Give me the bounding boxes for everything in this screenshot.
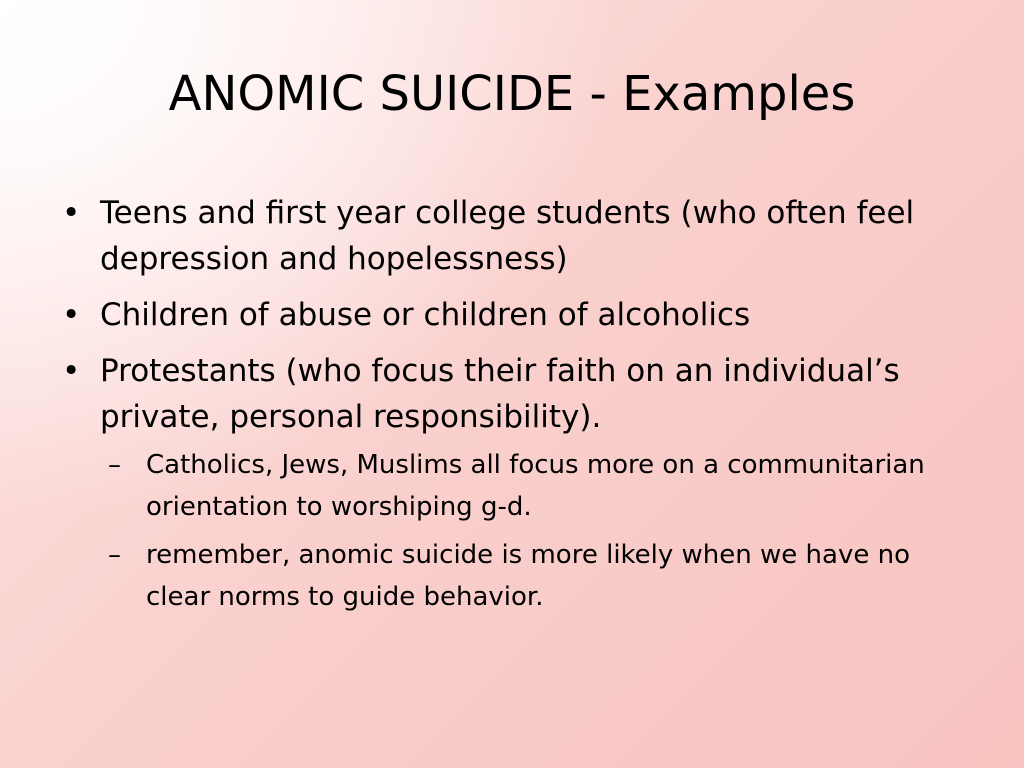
bullet-item [62, 348, 972, 618]
bullet-item [62, 190, 972, 282]
bullet-text: Teens and first year college students (who often feel depression and hopelessness) [100, 195, 915, 277]
sub-bullet-text: remember, anomic suicide is more likely when we have no clear norms to guide behavior. [146, 540, 910, 612]
sub-bullet-item [108, 534, 972, 618]
sub-bullet-marker: – [108, 540, 121, 570]
bullet-item [62, 292, 972, 338]
sub-bullet-item [108, 444, 972, 528]
bullet-list [62, 190, 972, 628]
slide-title: ANOMIC SUICIDE - Examples [168, 66, 856, 122]
bullet-marker: • [62, 297, 81, 333]
sub-bullet-marker: – [108, 450, 121, 480]
bullet-text: Children of abuse or children of alcoholics [100, 297, 751, 333]
bullet-marker: • [62, 195, 81, 231]
bullet-text: Protestants (who focus their faith on an individual’s private, personal responsibility). [100, 353, 900, 435]
bullet-marker: • [62, 353, 81, 389]
sub-bullet-list [108, 444, 972, 618]
sub-bullet-text: Catholics, Jews, Muslims all focus more on a communitarian orientation to worshiping g-d. [146, 450, 925, 522]
